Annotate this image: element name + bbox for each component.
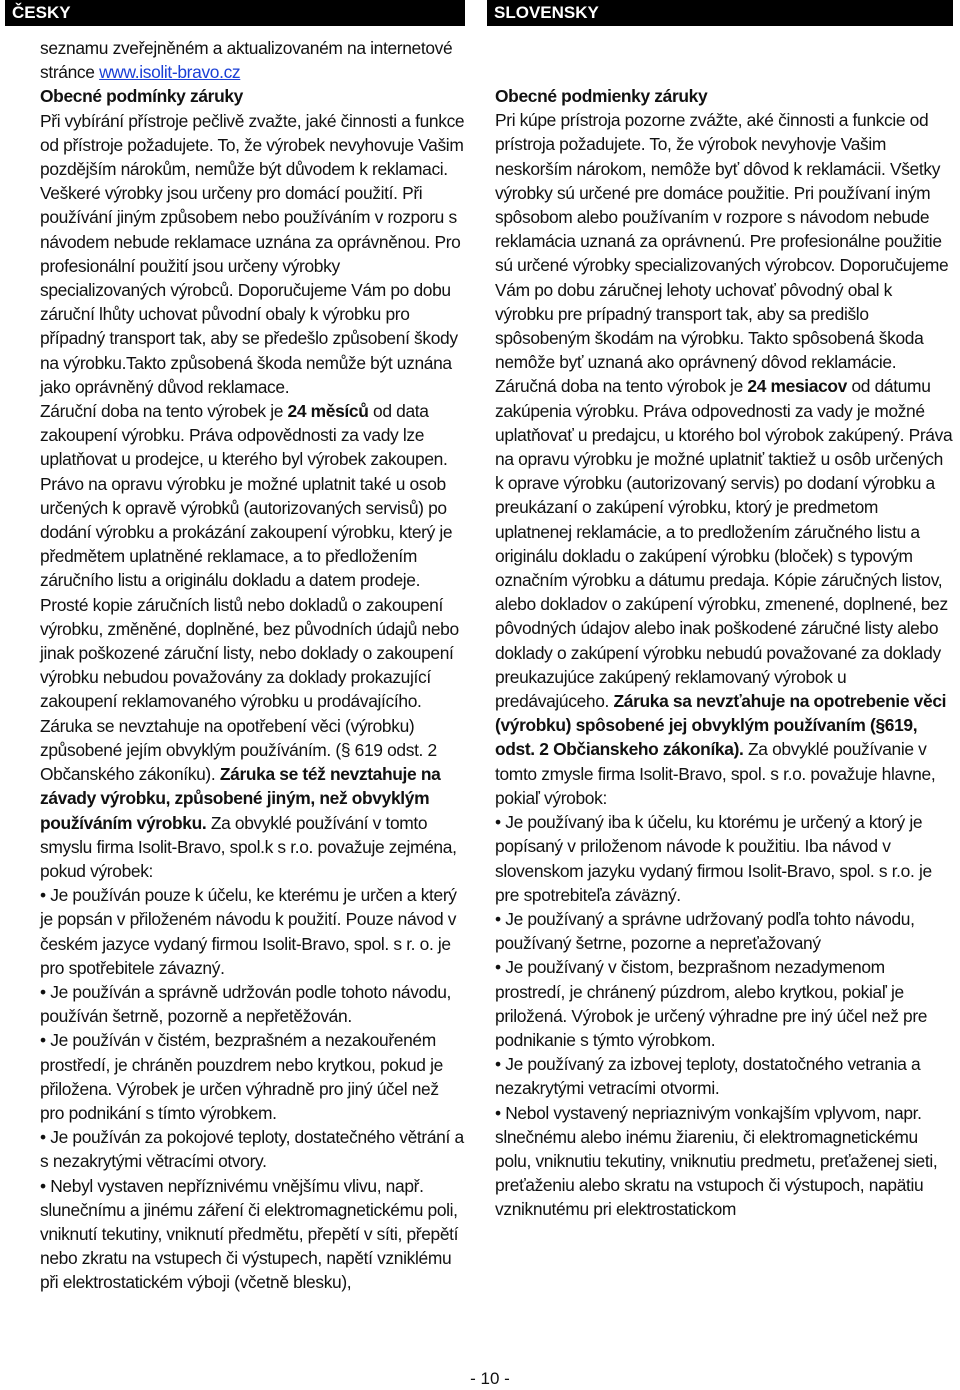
paragraph-warranty-sk: [495, 374, 953, 810]
bullet-item: • Je používán pouze k účelu, ke kterému je určen a který je popsán v přiloženém návodu k použití. Pouze návod v českém jazyce vydaný firmou Isolit-Bravo, spol. s r. o. je pro spotřebitele závazný.: [40, 885, 457, 978]
bullet-item: • Je používaný za izbovej teploty, dostatočného vetrania a nezakrytými vetracími otvormi.: [495, 1054, 921, 1099]
warranty-text-a: Záručná doba na tento výrobok je: [495, 376, 743, 397]
warranty-exclusion: Záruka se též nevztahuje na závady výrobku, způsobené jiným, než obvyklým používáním výrobku.: [40, 764, 441, 833]
warranty-text-e: Za obvyklé používání v tomto smyslu firma Isolit-Bravo, spol.k s r.o. považuje zejména, pokud výrobek:: [40, 812, 457, 881]
bullet-item: • Nebyl vystaven nepříznivému vnějšímu vlivu, např. slunečnímu a jinému záření či elektromagnetickému poli, vniknutí tekutiny, vniknutí předmětu, přepětí v síti, přepětí nebo zkratu na vstupech či výstupech, napětí vzniklému při elektrostatickém výboji (včetně blesku),: [40, 1175, 459, 1293]
warranty-text-c: od dátumu zakúpenia výrobku. Práva odpovednosti za vady je možné uplatňovať u predajcu, u ktorého bol výrobok zakúpený. Práva na opravu výrobku je možné uplatniť taktiež u osôb určených k oprave výrobku (autorizovaný servis) po dodaní výrobku a preukázaní o zakúpení výrobku, ktorý je predmetom uplatnenej reklamácie, a to predložením záručného listu a originálu dokladu o zakúpení výrobku (bloček) s typovým označním výrobku a dátumu predaja. Kópie záručných listov, alebo dokladov o zakúpení výrobku, zmenené, doplnené, bez pôvodných údajov alebo inak poškodené záručné listy alebo doklady o zakúpení výrobku nebudú považované za doklady preukazujúce zakúpený reklamovaný výrobok u predávajúceho.: [495, 376, 953, 712]
warranty-heading-sk: Obecné podmienky záruky: [495, 86, 708, 106]
website-link[interactable]: www.isolit-bravo.cz: [99, 62, 241, 83]
page-number: - 10 -: [470, 1369, 510, 1388]
paragraph-warranty-cz: [40, 399, 465, 883]
warranty-text-a: Záruční doba na tento výrobek je: [40, 401, 284, 422]
bullet-item: • Je používaný iba k účelu, ku ktorému je určený a ktorý je popísaný v priloženom návode k použitiu. Iba návod v slovenskom jazyku vydaný firmou Isolit-Bravo, spol. s r.o. je pre spotrebiteľa záväzný.: [495, 812, 932, 905]
warranty-exclusion: Záruka sa nevzťahuje na opotrebenie věci (výrobku) spôsobené jej obvyklým používaním (§619, odst. 2 Občianskeho zákoníka).: [495, 691, 947, 760]
language-header-czech: ČESKY: [5, 0, 465, 26]
slovak-text: [487, 36, 953, 1222]
intro-paragraph: [40, 36, 465, 84]
column-czech: [5, 0, 465, 1295]
bullet-item: • Je používán za pokojové teploty, dostatečného větrání a s nezakrytými větracími otvory.: [40, 1127, 464, 1172]
warranty-period: 24 měsíců: [287, 401, 369, 422]
bullet-item: • Je používán a správně udržován podle tohoto návodu, používán šetrně, pozorně a nepřetěžován.: [40, 981, 452, 1027]
language-header-slovak: SLOVENSKY: [487, 0, 953, 26]
paragraph-usage-cz: Při vybírání přístroje pečlivě zvažte, jaké činnosti a funkce od přístroje požadujete. To, že výrobek nevyhovuje Vašim pozdějším nárokům, nemůže být důvodem k reklamaci. Veškeré výrobky jsou určeny pro domácí použití. Při používání jiným způsobem nebo používáním v rozporu s návodem nebude reklamace uznána za oprávněnou. Pro profesionální použití jsou určeny výrobky specializovaných výrobců. Doporučujeme Vám po dobu záruční lhůty uchovat původní obaly k výrobku pro případný transport tak, aby se předešlo způsobení škody na výrobku.Takto způsobená škoda nemůže být uznána jako oprávněný důvod reklamace.: [40, 110, 465, 397]
bullet-item: • Je používaný v čistom, bezprašnom nezadymenom prostredí, je chránený púzdrom, alebo krytkou, pokiaľ je priložená. Výrobok je určený výhradne pre iný účel než pre podnikanie s týmto výrobkom.: [495, 957, 928, 1050]
bullet-item: • Je používán v čistém, bezprašném a nezakouřeném prostředí, je chráněn pouzdrem nebo krytkou, pokud je přiložena. Výrobek je určen výhradně pro jiný účel než pro podnikání s tímto výrobkem.: [40, 1030, 443, 1123]
warranty-text-e: Za obvyklé používanie v tomto zmysle firma Isolit-Bravo, spol. s r.o. považuje hlavne, pokiaľ výrobok:: [495, 739, 936, 808]
warranty-period: 24 mesiacov: [747, 376, 847, 397]
spacer: [495, 36, 953, 84]
bullet-item: • Nebol vystavený nepriaznivým vonkajším vplyvom, napr. slnečnému alebo inému žiareniu, či elektromagnetickému polu, vniknutiu tekutiny, vniknutiu predmetu, preťaženej sieti, preťaženiu alebo skratu na vstupoch či výstupoch, napätiu vzniknutému pri elektrostatickom: [495, 1102, 938, 1220]
warranty-heading-cz: Obecné podmínky záruky: [40, 86, 243, 107]
intro-text: seznamu zveřejněném a aktualizovaném na internetové stránce: [40, 38, 453, 83]
czech-text: [5, 36, 465, 1295]
bullet-item: • Je používaný a správne udržovaný podľa tohto návodu, používaný šetrne, pozorne a nepreťažovaný: [495, 908, 915, 954]
warranty-text-c: od data zakoupení výrobku. Práva odpovědnosti za vady lze uplatňovat u prodejce, u kterého byl výrobek zakoupen. Právo na opravu výrobku je možné uplatnit také u osob určených k opravě výrobků (autorizovaných servisů) po dodání výrobku a prokázání zakoupení výrobku, který je předmětem uplatněné reklamace, a to předložením záručního listu a originálu dokladu a datem prodeje. Prosté kopie záručních listů nebo dokladů o zakoupení výrobku, změněné, doplněné, bez původních údajů nebo jinak poškozené záruční listy, nebo doklady o zakoupení výrobku nebudou považovány za doklady prokazující zakoupení reklamovaného výrobku u prodávajícího. Záruka se nevztahuje na opotřebení věci (výrobku) způsobené jejím obvyklým používáním. (§ 619 odst. 2 Občanského zákoníku).: [40, 401, 459, 785]
column-slovak: [487, 0, 953, 1222]
paragraph-usage-sk: Pri kúpe prístroja pozorne zvážte, aké činnosti a funkcie od prístroja požadujete. To, že výrobok nevyhovje Vašim neskorším nárokom, nemôže byť dôvod k reklamácii. Všetky výrobky sú určené pre domáce použitie. Pri používaní iným spôsobom alebo používaním v rozpore s návodom nebude reklamácia uznaná za oprávnenú. Pre profesionálne použitie sú určené výrobky specializovaných výrobcov. Doporučujeme Vám po dobu záručnej lehoty uchovať pôvodný obal k výrobku pre prípadný transport tak, aby sa predišlo spôsobeným škodám na výrobku. Takto spôsobená škoda nemôže byť uznaná ako oprávnený dôvod reklamácie.: [495, 110, 949, 373]
